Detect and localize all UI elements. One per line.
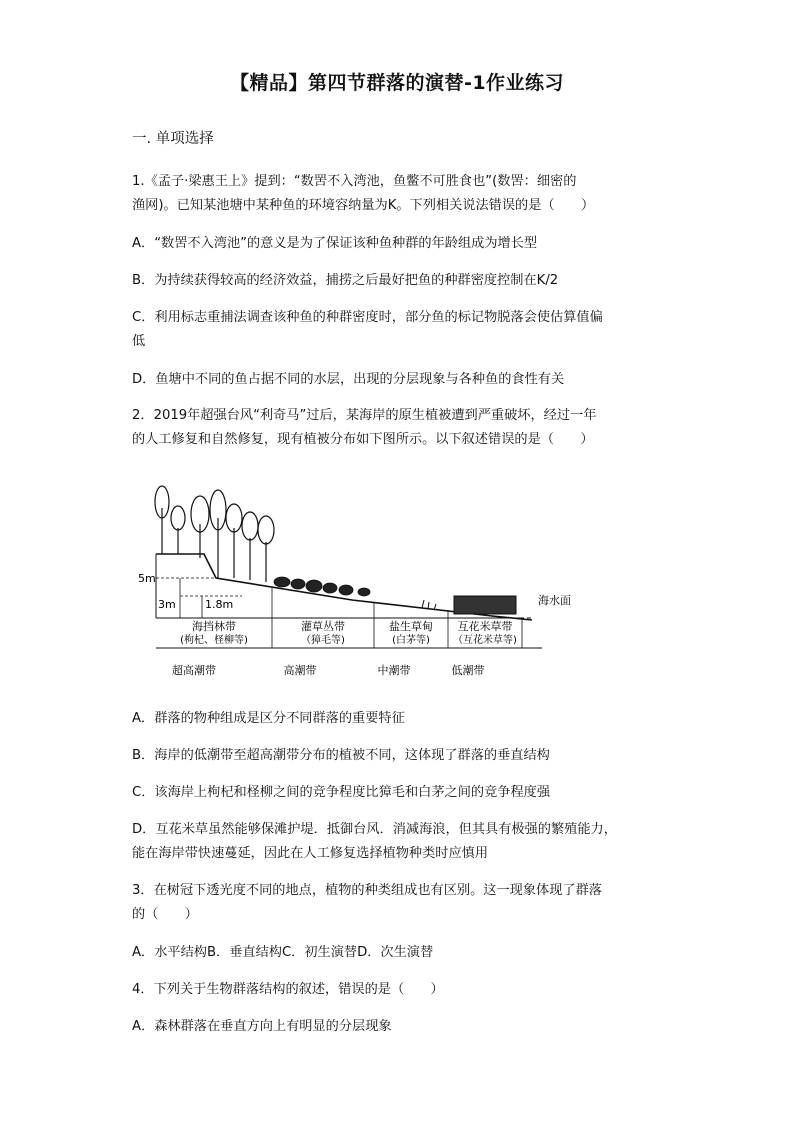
q2-option-d-line1: D．互花米草虽然能够保滩护堤．抵御台风．消减海浪，但其具有极强的繁殖能力，	[132, 822, 617, 837]
zone1-name: 海挡林带	[192, 620, 236, 633]
shrub-icons	[274, 577, 370, 596]
label-3m: 3m	[158, 598, 176, 611]
q2-option-a: A．群落的物种组成是区分不同群落的重要特征	[132, 711, 405, 726]
q1-stem-line1: 1.《孟子·梁惠王上》提到：“数罟不入湾池，鱼鳖不可胜食也”(数罟：细密的	[132, 174, 577, 189]
q1-option-a: A．“数罟不入湾池”的意义是为了保证该种鱼种群的年龄组成为增长型	[132, 236, 538, 251]
q2-option-b: B．海岸的低潮带至超高潮带分布的植被不同，这体现了群落的垂直结构	[132, 748, 550, 763]
zone4-species: （互花米草等)	[453, 635, 517, 646]
label-1-8m: 1.8m	[205, 598, 234, 611]
q3-stem-line1: 3．在树冠下透光度不同的地点，植物的种类组成也有区别。这一现象体现了群落	[132, 883, 602, 898]
page-title: 【精品】第四节群落的演替-1作业练习	[229, 72, 565, 94]
q1-option-c-line2: 低	[132, 334, 146, 349]
zone1-species: (枸杞、柽柳等)	[180, 635, 248, 646]
tide-zone-1: 超高潮带	[172, 664, 216, 677]
coastal-vegetation-figure	[132, 478, 592, 688]
tide-zone-4: 低潮带	[451, 664, 485, 677]
zone3-species: (白茅等)	[392, 635, 430, 646]
q3-stem-line2: 的（ ）	[132, 907, 198, 922]
q1-option-b: B．为持续获得较高的经济效益，捕捞之后最好把鱼的种群密度控制在K/2	[132, 273, 559, 288]
q2-stem-line1: 2．2019年超强台风“利奇马”过后，某海岸的原生植被遭到严重破坏，经过一年	[132, 408, 597, 423]
zone2-species: （獐毛等)	[301, 635, 345, 646]
tide-zone-3: 中潮带	[377, 664, 411, 677]
zone2-name: 灌草丛带	[301, 620, 345, 633]
q1-option-c-line1: C．利用标志重捕法调查该种鱼的种群密度时，部分鱼的标记物脱落会使估算值偏	[132, 310, 603, 325]
q1-stem-line2: 渔网)。已知某池塘中某种鱼的环境容纳量为K。下列相关说法错误的是（ ）	[132, 198, 595, 213]
label-sea-surface: 海水面	[538, 594, 571, 607]
q1-option-d: D．鱼塘中不同的鱼占据不同的水层，出现的分层现象与各种鱼的食性有关	[132, 372, 565, 387]
grass-icons	[422, 596, 516, 614]
q2-stem-line2: 的人工修复和自然修复，现有植被分布如下图所示。以下叙述错误的是（ ）	[132, 432, 594, 447]
tree-icons	[155, 486, 274, 582]
q4-stem: 4．下列关于生物群落结构的叙述，错误的是（ ）	[132, 982, 444, 997]
section-heading: 一. 单项选择	[132, 131, 214, 147]
label-5m: 5m	[138, 572, 156, 585]
zone4-name: 互花米草带	[457, 620, 513, 633]
q2-option-c: C．该海岸上枸杞和柽柳之间的竞争程度比獐毛和白茅之间的竞争程度强	[132, 785, 551, 800]
tide-zone-2: 高潮带	[283, 664, 317, 677]
q4-option-a: A．森林群落在垂直方向上有明显的分层现象	[132, 1019, 392, 1034]
zone3-name: 盐生草甸	[389, 620, 433, 633]
q3-options: A．水平结构B．垂直结构C．初生演替D．次生演替	[132, 945, 434, 960]
q2-option-d-line2: 能在海岸带快速蔓延，因此在人工修复选择植物种类时应慎用	[132, 846, 489, 861]
